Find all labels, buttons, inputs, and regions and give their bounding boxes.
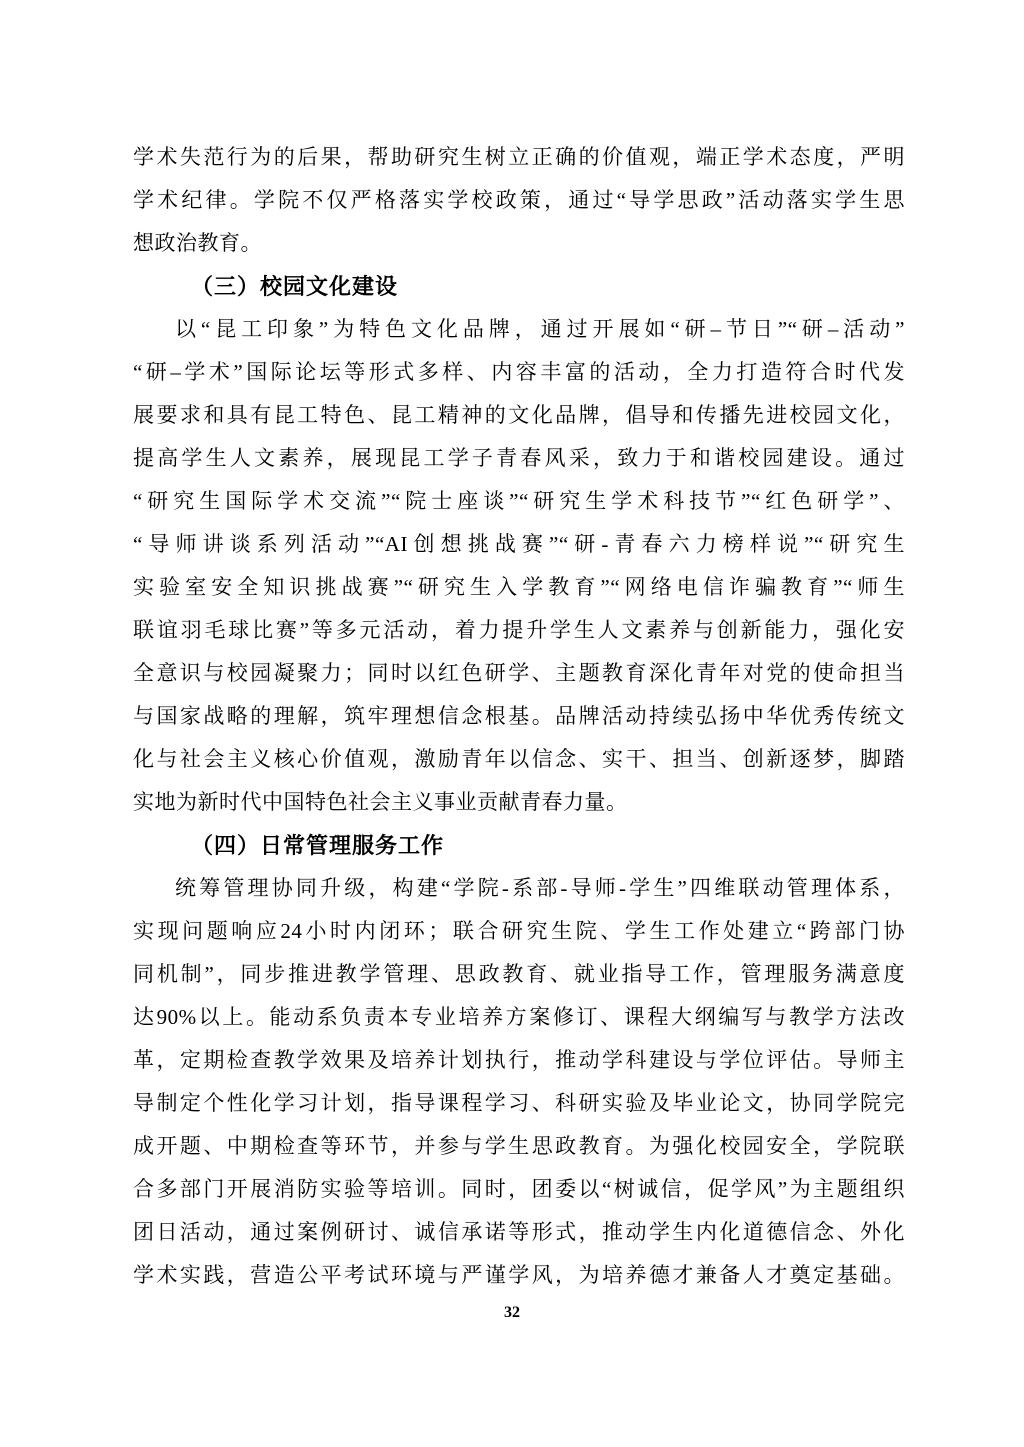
text-line: 学术实践，营造公平考试环境与严谨学风，为培养德才兼备人才奠定基础。 <box>133 1263 905 1287</box>
document-body <box>133 136 905 1297</box>
text-line: 与国家战略的理解，筑牢理想信念根基。品牌活动持续弘扬中华优秀传统文 <box>133 704 905 728</box>
text-line: 实现问题响应24小时内闭环；联合研究生院、学生工作处建立“跨部门协 <box>133 919 905 943</box>
text-line: 联谊羽毛球比赛”等多元活动，着力提升学生人文素养与创新能力，强化安 <box>133 618 905 642</box>
text-line: 学术纪律。学院不仅严格落实学校政策，通过“导学思政”活动落实学生思 <box>133 188 905 212</box>
text-line: 统筹管理协同升级，构建“学院-系部-导师-学生”四维联动管理体系， <box>175 876 905 900</box>
text-line: 达90%以上。能动系负责本专业培养方案修订、课程大纲编写与教学方法改 <box>133 1005 905 1029</box>
text-line: 展要求和具有昆工特色、昆工精神的文化品牌，倡导和传播先进校园文化， <box>133 403 905 427</box>
text-line: 团日活动，通过案例研讨、诚信承诺等形式，推动学生内化道德信念、外化 <box>133 1220 905 1244</box>
section-heading: （三）校园文化建设 <box>191 274 399 299</box>
text-line: 合多部门开展消防实验等培训。同时，团委以“树诚信，促学风”为主题组织 <box>133 1177 905 1201</box>
text-line: “研究生国际学术交流”“院士座谈”“研究生学术科技节”“红色研学”、 <box>133 489 905 513</box>
text-line: 导制定个性化学习计划，指导课程学习、科研实验及毕业论文，协同学院完 <box>133 1091 905 1115</box>
text-line: 革，定期检查教学效果及培养计划执行，推动学科建设与学位评估。导师主 <box>133 1048 905 1072</box>
section-heading: （四）日常管理服务工作 <box>191 833 445 858</box>
text-line: “研–学术”国际论坛等形式多样、内容丰富的活动，全力打造符合时代发 <box>133 360 905 384</box>
text-line: 化与社会主义核心价值观，激励青年以信念、实干、担当、创新逐梦，脚踏 <box>133 747 905 771</box>
text-line: 想政治教育。 <box>133 231 262 255</box>
text-line: 同机制”，同步推进教学管理、思政教育、就业指导工作，管理服务满意度 <box>133 962 905 986</box>
text-line: 成开题、中期检查等环节，并参与学生思政教育。为强化校园安全，学院联 <box>133 1134 905 1158</box>
text-line: 全意识与校园凝聚力；同时以红色研学、主题教育深化青年对党的使命担当 <box>133 661 905 685</box>
text-line: 学术失范行为的后果，帮助研究生树立正确的价值观，端正学术态度，严明 <box>133 145 905 169</box>
text-line: 提高学生人文素养，展现昆工学子青春风采，致力于和谐校园建设。通过 <box>133 446 905 470</box>
page-number: 32 <box>504 1304 520 1321</box>
text-line: 实地为新时代中国特色社会主义事业贡献青春力量。 <box>133 790 628 814</box>
text-line: 实验室安全知识挑战赛”“研究生入学教育”“网络电信诈骗教育”“师生 <box>133 575 905 599</box>
text-line: 以“昆工印象”为特色文化品牌，通过开展如“研–节日”“研–活动” <box>175 317 905 341</box>
text-line: “导师讲谈系列活动”“AI创想挑战赛”“研-青春六力榜样说”“研究生 <box>133 532 905 556</box>
